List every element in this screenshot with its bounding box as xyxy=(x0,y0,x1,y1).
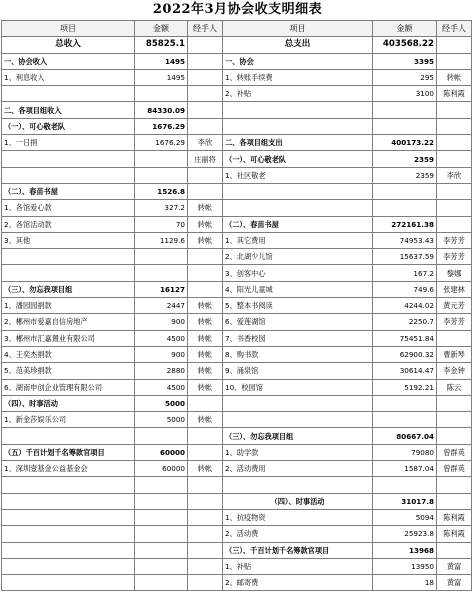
cell-income-amount: 1676.29 xyxy=(135,135,188,151)
cell-income-handler xyxy=(188,558,223,574)
table-row xyxy=(2,69,472,85)
cell-expense-amount: 5094 xyxy=(373,509,437,525)
table-row xyxy=(2,265,472,281)
cell-expense-handler xyxy=(437,183,472,199)
cell-expense-handler: 曾群英 xyxy=(437,461,472,477)
cell-expense-handler xyxy=(437,428,472,444)
total-row xyxy=(2,37,472,53)
cell-income-handler: 转帐 xyxy=(188,314,223,330)
cell-expense-amount xyxy=(373,412,437,428)
table-row xyxy=(2,151,472,167)
cell-expense-handler xyxy=(437,135,472,151)
table-row xyxy=(2,330,472,346)
cell-expense-item: 5、整本书阅读 xyxy=(223,298,373,314)
cell-income-item: 2、郴州市爱嘉自信房地产 xyxy=(2,314,135,330)
cell-expense-item: （一）、可心敬老队 xyxy=(223,151,373,167)
cell-expense-item: 4、阳光儿童城 xyxy=(223,281,373,297)
cell-income-amount: 84330.09 xyxy=(135,102,188,118)
cell-income-handler xyxy=(188,37,223,53)
cell-income-amount: 900 xyxy=(135,346,188,362)
cell-expense-item: 1、社区敬老 xyxy=(223,167,373,183)
cell-income-amount: 1129.6 xyxy=(135,232,188,248)
cell-income-item: 一、协会收入 xyxy=(2,53,135,69)
cell-income-handler xyxy=(188,477,223,493)
cell-expense-handler: 曹新琴 xyxy=(437,346,472,362)
cell-income-handler: 转帐 xyxy=(188,200,223,216)
cell-expense-amount: 403568.22 xyxy=(373,37,437,53)
cell-expense-amount: 4244.02 xyxy=(373,298,437,314)
table-row xyxy=(2,395,472,411)
cell-income-amount xyxy=(135,265,188,281)
table-row xyxy=(2,477,472,493)
cell-expense-handler xyxy=(437,151,472,167)
header-expense-amount: 金额 xyxy=(373,21,437,37)
cell-income-amount: 60000 xyxy=(135,461,188,477)
cell-income-item: 1、各馆爱心款 xyxy=(2,200,135,216)
cell-expense-handler xyxy=(437,102,472,118)
cell-income-item: 6、湖南申创企业管理有限公司 xyxy=(2,379,135,395)
cell-expense-amount: 1587.04 xyxy=(373,461,437,477)
cell-expense-amount: 2359 xyxy=(373,151,437,167)
cell-income-handler: 转帐 xyxy=(188,232,223,248)
cell-income-item: 3、郴州市汇嘉置业有限公司 xyxy=(2,330,135,346)
cell-expense-item: 1、其它费用 xyxy=(223,232,373,248)
cell-income-amount xyxy=(135,86,188,102)
cell-expense-item: 9、涌泉馆 xyxy=(223,363,373,379)
cell-income-amount xyxy=(135,509,188,525)
cell-income-amount: 1495 xyxy=(135,53,188,69)
cell-income-amount: 900 xyxy=(135,314,188,330)
cell-expense-item: 6、爱莲湖馆 xyxy=(223,314,373,330)
cell-income-amount: 1495 xyxy=(135,69,188,85)
cell-income-amount xyxy=(135,167,188,183)
table-row xyxy=(2,444,472,460)
cell-expense-handler: 陈利霞 xyxy=(437,509,472,525)
table-row xyxy=(2,346,472,362)
cell-income-amount: 4500 xyxy=(135,379,188,395)
cell-expense-item: 2、活动费用 xyxy=(223,461,373,477)
table-row xyxy=(2,102,472,118)
table-row xyxy=(2,249,472,265)
cell-income-handler: 庄丽将 xyxy=(188,151,223,167)
cell-expense-item xyxy=(223,200,373,216)
cell-expense-item: （三）、千百计划千名筹款官项目 xyxy=(223,542,373,558)
cell-expense-amount: 5192.21 xyxy=(373,379,437,395)
cell-income-amount: 85825.1 xyxy=(135,37,188,53)
cell-income-amount xyxy=(135,493,188,509)
cell-income-amount xyxy=(135,477,188,493)
cell-expense-amount xyxy=(373,395,437,411)
cell-expense-handler: 转帐 xyxy=(437,69,472,85)
cell-income-item: 4、王奕杰捐款 xyxy=(2,346,135,362)
cell-expense-handler xyxy=(437,395,472,411)
header-income-amount: 金额 xyxy=(135,21,188,37)
cell-income-item xyxy=(2,265,135,281)
cell-expense-amount: 74953.43 xyxy=(373,232,437,248)
cell-expense-amount xyxy=(373,118,437,134)
cell-expense-amount: 31017.8 xyxy=(373,493,437,509)
cell-income-handler: 转帐 xyxy=(188,363,223,379)
cell-income-item: （四）、时事活动 xyxy=(2,395,135,411)
cell-income-amount xyxy=(135,526,188,542)
cell-income-item xyxy=(2,249,135,265)
cell-income-amount: 5000 xyxy=(135,412,188,428)
table-row xyxy=(2,526,472,542)
cell-income-handler xyxy=(188,493,223,509)
cell-income-handler: 转帐 xyxy=(188,379,223,395)
cell-income-item xyxy=(2,493,135,509)
cell-expense-handler xyxy=(437,493,472,509)
table-row xyxy=(2,558,472,574)
table-row xyxy=(2,575,472,591)
ledger-table xyxy=(1,20,472,591)
cell-income-amount: 70 xyxy=(135,216,188,232)
cell-expense-amount xyxy=(373,200,437,216)
cell-expense-item xyxy=(223,183,373,199)
cell-income-item: （五）千百计划千名筹款官项目 xyxy=(2,444,135,460)
table-row xyxy=(2,509,472,525)
cell-expense-handler xyxy=(437,37,472,53)
cell-expense-amount xyxy=(373,183,437,199)
cell-income-item xyxy=(2,558,135,574)
cell-expense-amount: 3395 xyxy=(373,53,437,69)
cell-expense-item: 10、校园馆 xyxy=(223,379,373,395)
cell-income-amount: 1526.8 xyxy=(135,183,188,199)
cell-income-item: （一）、可心敬老队 xyxy=(2,118,135,134)
sheet-title: 2022年3月协会收支明细表 xyxy=(152,2,323,17)
cell-expense-item: （三）、勿忘我项目组 xyxy=(223,428,373,444)
cell-expense-handler xyxy=(437,330,472,346)
table-row xyxy=(2,314,472,330)
cell-income-handler xyxy=(188,167,223,183)
cell-expense-handler: 黎娜 xyxy=(437,265,472,281)
cell-expense-handler: 陈云 xyxy=(437,379,472,395)
cell-expense-amount: 13968 xyxy=(373,542,437,558)
cell-expense-amount: 80667.04 xyxy=(373,428,437,444)
cell-income-amount xyxy=(135,542,188,558)
cell-expense-handler: 陈利霞 xyxy=(437,86,472,102)
cell-income-handler xyxy=(188,118,223,134)
cell-expense-item: 7、书香校园 xyxy=(223,330,373,346)
cell-income-amount: 2880 xyxy=(135,363,188,379)
cell-income-handler: 转帐 xyxy=(188,346,223,362)
cell-income-item xyxy=(2,509,135,525)
cell-expense-handler xyxy=(437,118,472,134)
cell-income-item: 总收入 xyxy=(2,37,135,53)
cell-income-amount: 1676.29 xyxy=(135,118,188,134)
cell-expense-item: 2、活动费 xyxy=(223,526,373,542)
cell-expense-amount: 25923.8 xyxy=(373,526,437,542)
cell-income-item xyxy=(2,86,135,102)
cell-income-item xyxy=(2,151,135,167)
cell-expense-item xyxy=(223,102,373,118)
cell-income-handler xyxy=(188,69,223,85)
cell-expense-handler: 黄富 xyxy=(437,575,472,591)
cell-income-handler xyxy=(188,53,223,69)
cell-income-handler xyxy=(188,509,223,525)
cell-income-item: 5、范美珍捐款 xyxy=(2,363,135,379)
cell-expense-handler: 曾群英 xyxy=(437,444,472,460)
cell-expense-item: 3、创客中心 xyxy=(223,265,373,281)
cell-income-amount xyxy=(135,428,188,444)
cell-expense-handler xyxy=(437,412,472,428)
cell-expense-handler: 张建林 xyxy=(437,281,472,297)
cell-income-amount xyxy=(135,249,188,265)
cell-expense-item: 二、各项目组支出 xyxy=(223,135,373,151)
cell-income-amount: 327.2 xyxy=(135,200,188,216)
cell-income-item: （三）、勿忘我项目组 xyxy=(2,281,135,297)
cell-income-handler xyxy=(188,526,223,542)
cell-income-handler: 转帐 xyxy=(188,412,223,428)
cell-income-handler: 转帐 xyxy=(188,330,223,346)
cell-income-item: 1、利息收入 xyxy=(2,69,135,85)
cell-expense-amount: 749.6 xyxy=(373,281,437,297)
table-row xyxy=(2,461,472,477)
table-row xyxy=(2,428,472,444)
cell-income-handler xyxy=(188,102,223,118)
cell-expense-item: 2、补贴 xyxy=(223,86,373,102)
table-row xyxy=(2,281,472,297)
cell-income-item: 1、深圳壹基金公益基金会 xyxy=(2,461,135,477)
table-row xyxy=(2,232,472,248)
cell-expense-amount: 400173.22 xyxy=(373,135,437,151)
table-row xyxy=(2,379,472,395)
cell-expense-item xyxy=(223,477,373,493)
table-row xyxy=(2,412,472,428)
cell-expense-amount: 2359 xyxy=(373,167,437,183)
cell-income-amount: 5000 xyxy=(135,395,188,411)
cell-income-amount: 4500 xyxy=(135,330,188,346)
cell-income-handler xyxy=(188,249,223,265)
cell-expense-handler: 黄富 xyxy=(437,558,472,574)
table-row xyxy=(2,118,472,134)
cell-expense-amount: 3100 xyxy=(373,86,437,102)
cell-income-amount xyxy=(135,151,188,167)
cell-income-handler xyxy=(188,183,223,199)
cell-income-handler xyxy=(188,281,223,297)
cell-income-amount: 60000 xyxy=(135,444,188,460)
cell-expense-item: 总支出 xyxy=(223,37,373,53)
cell-expense-handler xyxy=(437,200,472,216)
header-expense-item: 项目 xyxy=(223,21,373,37)
table-row xyxy=(2,542,472,558)
cell-income-item xyxy=(2,542,135,558)
cell-income-handler xyxy=(188,86,223,102)
cell-expense-amount: 15637.59 xyxy=(373,249,437,265)
cell-income-item xyxy=(2,526,135,542)
table-row xyxy=(2,200,472,216)
cell-expense-amount: 79080 xyxy=(373,444,437,460)
cell-expense-amount: 167.2 xyxy=(373,265,437,281)
cell-expense-item: 1、补贴 xyxy=(223,558,373,574)
cell-expense-item xyxy=(223,412,373,428)
cell-expense-item: （四）、时事活动 xyxy=(223,493,373,509)
cell-expense-item: 1、助学款 xyxy=(223,444,373,460)
cell-income-handler: 转帐 xyxy=(188,216,223,232)
cell-income-item: （二）、春苗书屋 xyxy=(2,183,135,199)
table-row xyxy=(2,216,472,232)
cell-expense-handler xyxy=(437,216,472,232)
cell-expense-item: 2、邮寄费 xyxy=(223,575,373,591)
cell-income-item: 3、其他 xyxy=(2,232,135,248)
header-income-handler: 经手人 xyxy=(188,21,223,37)
cell-expense-amount: 295 xyxy=(373,69,437,85)
cell-expense-item: 8、购书款 xyxy=(223,346,373,362)
header-income-item: 项目 xyxy=(2,21,135,37)
cell-expense-amount: 75451.84 xyxy=(373,330,437,346)
cell-income-amount: 16127 xyxy=(135,281,188,297)
cell-expense-amount: 272161.38 xyxy=(373,216,437,232)
cell-expense-item: 2、北湖少儿馆 xyxy=(223,249,373,265)
cell-income-amount xyxy=(135,558,188,574)
cell-expense-handler: 陈利霞 xyxy=(437,526,472,542)
cell-expense-handler: 李芳芳 xyxy=(437,249,472,265)
cell-income-item: 1、新金莎娱乐公司 xyxy=(2,412,135,428)
cell-income-item: 2、各馆活动款 xyxy=(2,216,135,232)
cell-income-handler xyxy=(188,265,223,281)
cell-income-handler: 李欣 xyxy=(188,135,223,151)
cell-income-item xyxy=(2,428,135,444)
table-row xyxy=(2,53,472,69)
ledger-body xyxy=(2,21,472,591)
table-row xyxy=(2,167,472,183)
cell-income-amount: 2447 xyxy=(135,298,188,314)
cell-expense-item: （二）、春苗书屋 xyxy=(223,216,373,232)
cell-income-handler xyxy=(188,428,223,444)
cell-expense-handler xyxy=(437,53,472,69)
cell-expense-item: 1、抗疫物资 xyxy=(223,509,373,525)
cell-expense-amount: 18 xyxy=(373,575,437,591)
cell-income-item: 1、潘园园捐款 xyxy=(2,298,135,314)
table-row xyxy=(2,135,472,151)
cell-expense-handler: 李芳芳 xyxy=(437,314,472,330)
table-row xyxy=(2,363,472,379)
cell-expense-amount: 13950 xyxy=(373,558,437,574)
table-row xyxy=(2,183,472,199)
cell-income-handler xyxy=(188,575,223,591)
cell-expense-handler xyxy=(437,477,472,493)
cell-income-handler: 转帐 xyxy=(188,298,223,314)
cell-income-handler xyxy=(188,395,223,411)
cell-expense-item: 一、协会 xyxy=(223,53,373,69)
cell-income-item xyxy=(2,167,135,183)
cell-expense-amount: 2250.7 xyxy=(373,314,437,330)
cell-income-item xyxy=(2,477,135,493)
table-row xyxy=(2,493,472,509)
cell-expense-amount xyxy=(373,477,437,493)
table-row xyxy=(2,298,472,314)
header-expense-handler: 经手人 xyxy=(437,21,472,37)
cell-expense-handler: 李芳芳 xyxy=(437,232,472,248)
cell-income-amount xyxy=(135,575,188,591)
cell-expense-handler: 李金钟 xyxy=(437,363,472,379)
cell-income-handler xyxy=(188,542,223,558)
cell-expense-amount: 30614.47 xyxy=(373,363,437,379)
cell-expense-item: 1、转账手续费 xyxy=(223,69,373,85)
cell-income-item: 1、一日捐 xyxy=(2,135,135,151)
cell-income-item xyxy=(2,575,135,591)
cell-expense-item xyxy=(223,395,373,411)
cell-income-handler: 转帐 xyxy=(188,461,223,477)
cell-expense-item xyxy=(223,118,373,134)
cell-income-item: 二、各项目组收入 xyxy=(2,102,135,118)
cell-expense-handler: 黄元芳 xyxy=(437,298,472,314)
cell-expense-handler xyxy=(437,542,472,558)
cell-income-handler xyxy=(188,444,223,460)
cell-expense-amount xyxy=(373,102,437,118)
table-row xyxy=(2,86,472,102)
cell-expense-amount: 62900.32 xyxy=(373,346,437,362)
cell-expense-handler: 李欣 xyxy=(437,167,472,183)
header-row xyxy=(2,21,472,37)
